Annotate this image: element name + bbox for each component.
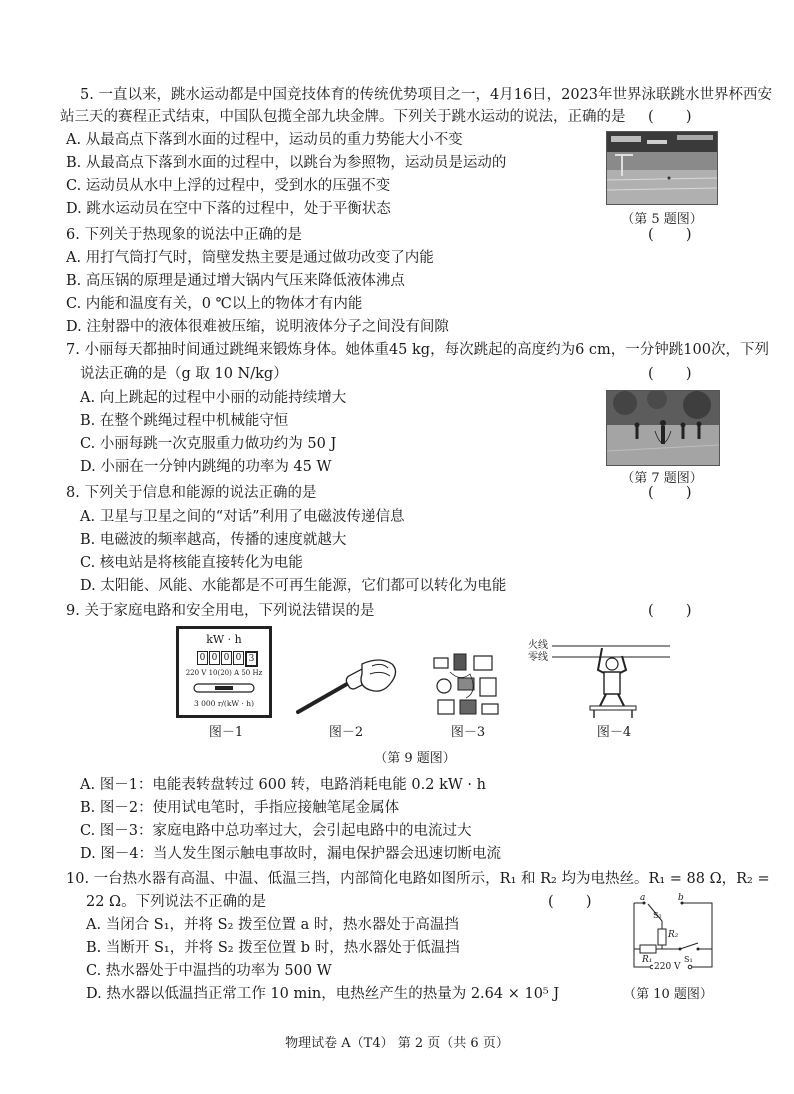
q7-option-b: B. 在整个跳绳过程中机械能守恒 bbox=[80, 413, 289, 429]
circuit-s2-label: S₂ bbox=[653, 911, 662, 920]
q8-stem: 8. 下列关于信息和能源的说法正确的是 bbox=[66, 485, 317, 501]
circuit-r1-label: R₁ bbox=[642, 955, 653, 965]
circuit-point-a: a bbox=[640, 893, 646, 903]
meter-unit-label: kW · h bbox=[206, 633, 242, 646]
q6-stem: 6. 下列关于热现象的说法中正确的是 bbox=[66, 227, 302, 243]
q8-option-d: D. 太阳能、风能、水能都是不可再生能源，它们都可以转化为电能 bbox=[80, 578, 507, 594]
q10-option-c: C. 热水器处于中温挡的功率为 500 W bbox=[86, 963, 332, 979]
meter-digit: 0 bbox=[233, 651, 244, 665]
circuit-voltage-label: 220 V bbox=[654, 962, 681, 972]
q9-option-c: C. 图－3：家庭电路中总功率过大，会引起电路中的电流过大 bbox=[80, 823, 472, 839]
q9-fig4-label: 图－4 bbox=[596, 725, 632, 740]
q8-answer-paren: ( ) bbox=[648, 485, 692, 501]
q7-option-a: A. 向上跳起的过程中小丽的动能持续增大 bbox=[80, 390, 347, 406]
meter-rate-label: 3 000 r/(kW · h) bbox=[193, 699, 255, 708]
q10-stem-line1: 10. 一台热水器有高温、中温、低温三挡，内部简化电路如图所示，R₁ 和 R₂ 均为电热丝。R₁ = 88 Ω，R₂ = bbox=[66, 871, 770, 887]
q10-figure-caption: （第 10 题图） bbox=[623, 987, 713, 1002]
electric-meter-figure bbox=[176, 626, 272, 718]
q9-fig1-label: 图－1 bbox=[208, 725, 244, 740]
q7-stem-line1: 7. 小丽每天都抽时间通过跳绳来锻炼身体。她体重45 kg，每次跳起的高度约为6 cm，一分钟跳100次，下列 bbox=[66, 342, 769, 358]
q7-stem-line2: 说法正确的是（g 取 10 N/kg） bbox=[80, 366, 288, 382]
q9-stem: 9. 关于家庭电路和安全用电，下列说法错误的是 bbox=[66, 603, 375, 619]
q7-answer-paren: ( ) bbox=[648, 366, 692, 382]
q9-fig3-label: 图－3 bbox=[450, 725, 486, 740]
q7-option-c: C. 小丽每跳一次克服重力做功约为 50 J bbox=[80, 436, 337, 452]
q8-option-a: A. 卫星与卫星之间的“对话”利用了电磁波传递信息 bbox=[80, 509, 405, 525]
q9-option-d: D. 图－4：当人发生图示触电事故时，漏电保护器会迅速切断电流 bbox=[80, 846, 502, 862]
q5-option-d: D. 跳水运动员在空中下落的过程中，处于平衡状态 bbox=[66, 201, 391, 217]
q5-answer-paren: ( ) bbox=[648, 109, 692, 125]
q10-option-d: D. 热水器以低温挡正常工作 10 min，电热丝产生的热量为 2.64 × 10⁵ J bbox=[86, 986, 560, 1002]
q5-diving-photo bbox=[606, 131, 718, 205]
test-pen-figure bbox=[292, 650, 402, 718]
electric-shock-figure bbox=[552, 640, 670, 720]
q10-answer-paren: ( ) bbox=[548, 894, 592, 910]
q5-option-b: B. 从最高点下落到水面的过程中，以跳台为参照物，运动员是运动的 bbox=[66, 155, 507, 171]
q7-option-d: D. 小丽在一分钟内跳绳的功率为 45 W bbox=[80, 459, 332, 475]
q5-stem-line2: 站三天的赛程正式结束，中国队包揽全部九块金牌。下列关于跳水运动的说法，正确的是 bbox=[60, 109, 626, 125]
circuit-point-b: b bbox=[678, 893, 684, 903]
live-wire-label: 火线 bbox=[528, 640, 548, 651]
circuit-s1-label: S₁ bbox=[684, 955, 693, 964]
meter-digit-display bbox=[197, 651, 258, 665]
q6-option-c: C. 内能和温度有关，0 ℃以上的物体才有内能 bbox=[66, 296, 363, 312]
circuit-r2-label: R₂ bbox=[668, 930, 679, 940]
q6-option-a: A. 用打气筒打气时，筒壁发热主要是通过做功改变了内能 bbox=[66, 250, 434, 266]
q5-figure-caption: （第 5 题图） bbox=[621, 212, 703, 227]
q5-option-a: A. 从最高点下落到水面的过程中，运动员的重力势能大小不变 bbox=[66, 132, 463, 148]
q8-option-c: C. 核电站是将核能直接转化为电能 bbox=[80, 555, 303, 571]
page-footer: 物理试卷 A（T4） 第 2 页（共 6 页） bbox=[285, 1036, 509, 1051]
q6-option-b: B. 高压锅的原理是通过增大锅内气压来降低液体沸点 bbox=[66, 273, 405, 289]
meter-spec-label: 220 V 10(20) A 50 Hz bbox=[185, 669, 263, 677]
q9-option-a: A. 图－1：电能表转盘转过 600 转，电路消耗电能 0.2 kW · h bbox=[80, 777, 486, 793]
meter-digit-last: 3 bbox=[245, 651, 258, 667]
q9-figure-caption: （第 9 题图） bbox=[374, 751, 456, 766]
meter-disc-window bbox=[193, 681, 255, 695]
overloaded-appliances-figure bbox=[430, 652, 504, 720]
q7-figure-caption: （第 7 题图） bbox=[621, 471, 703, 486]
q10-option-b: B. 当断开 S₁，并将 S₂ 拨至位置 b 时，热水器处于低温挡 bbox=[86, 940, 460, 956]
neutral-wire-label: 零线 bbox=[528, 652, 548, 663]
q5-option-c: C. 运动员从水中上浮的过程中，受到水的压强不变 bbox=[66, 178, 391, 194]
q9-answer-paren: ( ) bbox=[648, 603, 692, 619]
q6-option-d: D. 注射器中的液体很难被压缩，说明液体分子之间没有间隙 bbox=[66, 319, 449, 335]
q10-stem-line2: 22 Ω。下列说法不正确的是 bbox=[86, 894, 267, 910]
meter-digit: 0 bbox=[221, 651, 232, 665]
q7-rope-skipping-photo bbox=[606, 390, 720, 466]
q10-option-a: A. 当闭合 S₁，并将 S₂ 拨至位置 a 时，热水器处于高温挡 bbox=[86, 917, 459, 933]
q6-answer-paren: ( ) bbox=[648, 227, 692, 243]
q5-stem-line1: 5. 一直以来，跳水运动都是中国竞技体育的传统优势项目之一，4月16日，2023年世界泳联跳水世界杯西安 bbox=[80, 87, 773, 103]
meter-digit: 0 bbox=[197, 651, 208, 665]
meter-digit: 0 bbox=[209, 651, 220, 665]
q8-option-b: B. 电磁波的频率越高，传播的速度就越大 bbox=[80, 532, 347, 548]
q9-option-b: B. 图－2：使用试电笔时，手指应接触笔尾金属体 bbox=[80, 800, 400, 816]
q9-fig2-label: 图－2 bbox=[328, 725, 364, 740]
